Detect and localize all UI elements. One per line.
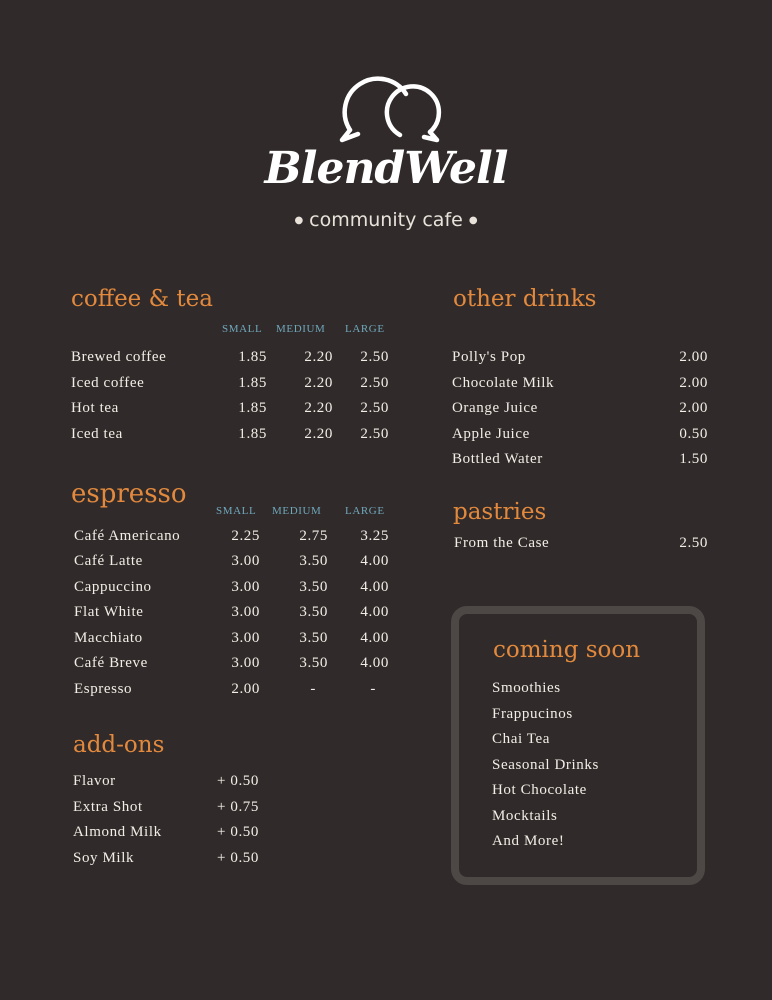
price-large: 2.50	[360, 349, 389, 365]
espresso-heading: espresso	[71, 479, 187, 509]
item-price: 2.00	[679, 349, 708, 365]
size-label-large: LARGE	[345, 323, 385, 335]
menu-row	[73, 850, 259, 870]
price-large: 2.50	[360, 400, 389, 416]
menu-row	[74, 579, 389, 599]
price-medium: 2.20	[304, 349, 333, 365]
price-medium: 3.50	[299, 553, 328, 569]
price-medium: 2.20	[304, 426, 333, 442]
price-small: 3.00	[231, 630, 260, 646]
size-label-medium: MEDIUM	[276, 323, 326, 335]
bullet-icon: ●	[468, 215, 478, 226]
list-item: Hot Chocolate	[492, 782, 587, 798]
menu-row	[74, 528, 389, 548]
tagline-text: community cafe	[309, 209, 463, 231]
menu-row	[452, 349, 708, 369]
item-price: + 0.50	[216, 773, 259, 789]
menu-row	[452, 426, 708, 446]
brand-name: BlendWell	[264, 143, 508, 194]
price-large: -	[370, 681, 376, 697]
price-large: 4.00	[360, 553, 389, 569]
list-item: And More!	[492, 833, 565, 849]
item-price: + 0.75	[216, 799, 259, 815]
item-price: + 0.50	[216, 850, 259, 866]
price-small: 3.00	[231, 604, 260, 620]
item-price: 2.00	[679, 375, 708, 391]
price-small: 1.85	[238, 426, 267, 442]
item-name: Iced coffee	[71, 375, 145, 391]
item-name: Macchiato	[74, 630, 143, 646]
list-item: Smoothies	[492, 680, 561, 696]
item-name: Extra Shot	[73, 799, 143, 815]
menu-row	[74, 630, 389, 650]
menu-row	[74, 553, 389, 573]
price-large: 4.00	[360, 579, 389, 595]
price-medium: 2.20	[304, 375, 333, 391]
price-large: 3.25	[360, 528, 389, 544]
menu-row	[454, 535, 708, 555]
list-item: Seasonal Drinks	[492, 757, 599, 773]
price-large: 4.00	[360, 630, 389, 646]
price-small: 3.00	[231, 579, 260, 595]
item-name: Bottled Water	[452, 451, 543, 467]
price-medium: -	[310, 681, 316, 697]
price-medium: 3.50	[299, 604, 328, 620]
item-name: Café Americano	[74, 528, 181, 544]
price-medium: 2.20	[304, 400, 333, 416]
item-name: Almond Milk	[73, 824, 162, 840]
menu-row	[452, 451, 708, 471]
item-name: Brewed coffee	[71, 349, 167, 365]
list-item: Frappucinos	[492, 706, 573, 722]
item-name: Apple Juice	[452, 426, 530, 442]
item-name: Flavor	[73, 773, 116, 789]
menu-row	[73, 824, 259, 844]
menu-row	[73, 799, 259, 819]
item-name: Chocolate Milk	[452, 375, 555, 391]
menu-row	[74, 681, 389, 701]
item-name: Hot tea	[71, 400, 119, 416]
item-name: Flat White	[74, 604, 144, 620]
size-label-large: LARGE	[345, 505, 385, 517]
speech-bubbles-logo-icon	[320, 58, 450, 148]
pastries-heading: pastries	[453, 499, 547, 525]
item-name: Cappuccino	[74, 579, 152, 595]
bullet-icon: ●	[294, 215, 304, 226]
size-label-medium: MEDIUM	[272, 505, 322, 517]
price-small: 3.00	[231, 553, 260, 569]
item-name: Soy Milk	[73, 850, 135, 866]
menu-row	[71, 349, 389, 369]
menu-row	[71, 426, 389, 446]
menu-row	[71, 400, 389, 420]
price-small: 3.00	[231, 655, 260, 671]
add-ons-heading: add-ons	[73, 732, 165, 758]
item-price: 1.50	[679, 451, 708, 467]
price-large: 4.00	[360, 655, 389, 671]
item-name: From the Case	[454, 535, 550, 551]
item-price: 2.50	[679, 535, 708, 551]
price-large: 2.50	[360, 375, 389, 391]
item-name: Espresso	[74, 681, 133, 697]
menu-row	[74, 655, 389, 675]
menu-row	[73, 773, 259, 793]
item-name: Iced tea	[71, 426, 123, 442]
item-price: 2.00	[679, 400, 708, 416]
price-small: 2.00	[231, 681, 260, 697]
item-name: Café Latte	[74, 553, 143, 569]
price-medium: 3.50	[299, 630, 328, 646]
price-small: 2.25	[231, 528, 260, 544]
price-small: 1.85	[238, 375, 267, 391]
list-item: Chai Tea	[492, 731, 551, 747]
price-small: 1.85	[238, 400, 267, 416]
coming-soon-heading: coming soon	[493, 637, 641, 663]
item-name: Orange Juice	[452, 400, 538, 416]
menu-row	[71, 375, 389, 395]
menu-row	[74, 604, 389, 624]
price-large: 2.50	[360, 426, 389, 442]
item-name: Café Breve	[74, 655, 148, 671]
price-medium: 3.50	[299, 655, 328, 671]
size-label-small: SMALL	[222, 323, 263, 335]
menu-row	[452, 375, 708, 395]
other-drinks-heading: other drinks	[453, 286, 597, 312]
size-label-small: SMALL	[216, 505, 257, 517]
brand-tagline	[0, 209, 772, 231]
price-medium: 2.75	[299, 528, 328, 544]
price-large: 4.00	[360, 604, 389, 620]
list-item: Mocktails	[492, 808, 558, 824]
item-price: 0.50	[679, 426, 708, 442]
coffee-tea-heading: coffee & tea	[71, 286, 213, 312]
item-price: + 0.50	[216, 824, 259, 840]
price-medium: 3.50	[299, 579, 328, 595]
menu-row	[452, 400, 708, 420]
item-name: Polly's Pop	[452, 349, 526, 365]
price-small: 1.85	[238, 349, 267, 365]
